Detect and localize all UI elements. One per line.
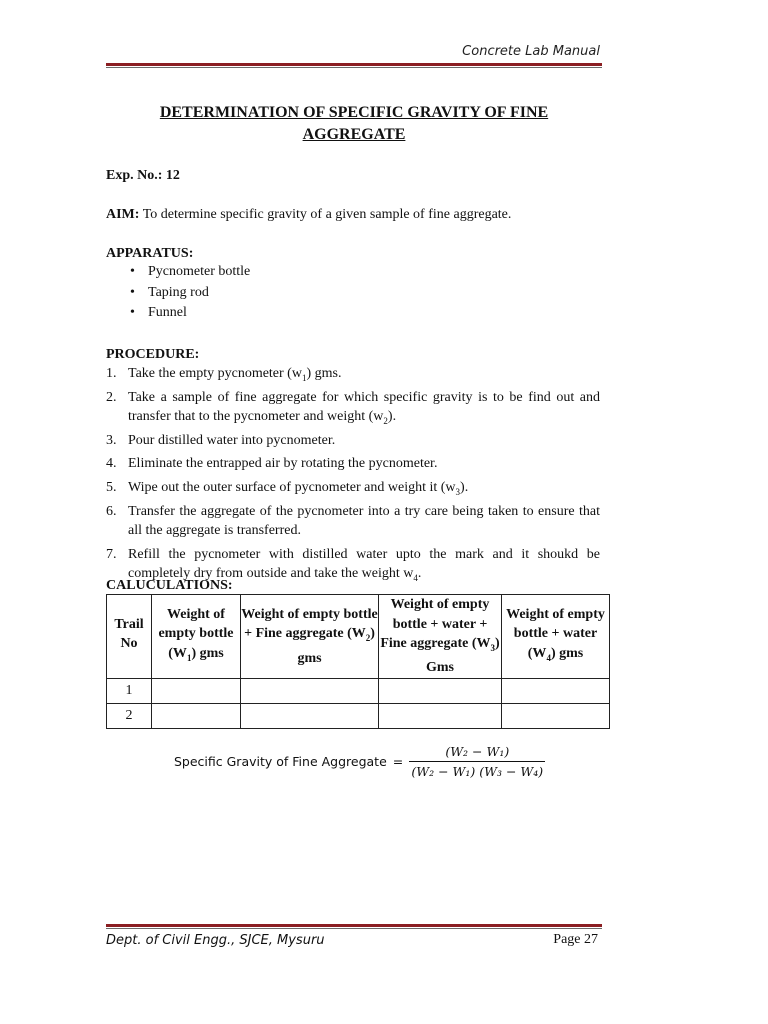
apparatus-list <box>128 262 250 324</box>
header-text-end: ) gms <box>297 626 375 666</box>
step-number: 6. <box>106 503 117 519</box>
aim <box>106 205 511 224</box>
header-text: Weight of empty bottle + Fine aggregate (W <box>241 606 378 642</box>
step-number: 3. <box>106 432 117 448</box>
step-number: 4. <box>106 456 117 472</box>
exp-value: 12 <box>165 168 180 183</box>
procedure-list <box>106 364 600 588</box>
header-rule-thin <box>106 67 602 68</box>
aim-label: AIM: <box>106 207 140 222</box>
apparatus-item: • Taping rod <box>128 283 250 304</box>
table-header-cell <box>152 595 241 679</box>
procedure-heading: PROCEDURE: <box>106 347 200 362</box>
table-header-row <box>107 595 610 679</box>
header-subscript: 1 <box>186 652 192 663</box>
step-text: Transfer the aggregate of the pycnometer into a try care being taken to ensure that all the aggregate is transferred. <box>128 503 600 538</box>
header-text: Weight of empty bottle + water + Fine aggregate (W <box>380 597 491 651</box>
procedure-step <box>106 388 600 431</box>
fraction-bar <box>409 761 545 762</box>
exp-number <box>106 166 180 185</box>
step-text: Take a sample of fine aggregate for which specific gravity is to be find out and transfer that to the pycnometer and weight (w <box>128 389 600 424</box>
title-line-1: DETERMINATION OF SPECIFIC GRAVITY OF FINE <box>159 104 549 121</box>
page-title <box>106 102 602 146</box>
title-line-2: AGGREGATE <box>302 126 406 143</box>
header-text: Weight of empty bottle (W <box>158 606 234 661</box>
table-row <box>107 678 610 703</box>
aim-text: To determine specific gravity of a given sample of fine aggregate. <box>142 207 512 222</box>
header-text-end: ) Gms <box>426 636 500 676</box>
formula-numerator: (W₂ − W₁) <box>445 744 510 759</box>
table-cell: 1 <box>107 678 152 703</box>
step-text: Eliminate the entrapped air by rotating the pycnometer. <box>128 456 438 472</box>
manual-title: Concrete Lab Manual <box>462 44 600 59</box>
step-subscript: 4 <box>413 572 418 583</box>
header-subscript: 4 <box>546 652 551 663</box>
step-subscript: 1 <box>301 372 307 383</box>
procedure-step <box>106 364 600 388</box>
step-number: 5. <box>106 480 117 496</box>
exp-label: Exp. No.: <box>106 168 163 183</box>
footer-rule <box>106 924 602 927</box>
table-cell: 2 <box>107 703 152 728</box>
calculations-table <box>106 594 610 729</box>
header-subscript: 3 <box>490 642 495 653</box>
table-header-cell <box>502 595 610 679</box>
step-number: 2. <box>106 389 117 405</box>
table-cell <box>152 678 241 703</box>
table-cell <box>241 703 379 728</box>
step-subscript: 2 <box>383 415 388 426</box>
formula-equals: = <box>392 754 404 769</box>
page-number: Page 27 <box>553 932 598 947</box>
procedure-step <box>106 502 600 545</box>
formula-denominator: (W₂ − W₁) (W₃ − W₄) <box>411 764 544 779</box>
step-text: Wipe out the outer surface of pycnometer and weight it (w <box>128 480 456 496</box>
table-cell <box>379 703 502 728</box>
header-subscript: 2 <box>365 633 371 644</box>
table-cell <box>241 678 379 703</box>
table-row <box>107 703 610 728</box>
header-text-end: ) gms <box>550 645 584 661</box>
step-text: Take the empty pycnometer (w <box>128 366 302 381</box>
apparatus-item: • Funnel <box>128 303 250 324</box>
apparatus-item: • Pycnometer bottle <box>128 262 250 283</box>
footer-rule-thin <box>106 928 602 929</box>
header-text: Weight of empty bottle + water (W <box>506 606 605 661</box>
formula <box>174 744 545 779</box>
step-subscript: 3 <box>455 486 461 497</box>
step-number: 1. <box>106 366 117 381</box>
procedure-step <box>106 431 600 455</box>
header-text: Trail No <box>114 616 144 651</box>
procedure-step <box>106 478 600 502</box>
table-cell <box>152 703 241 728</box>
apparatus-heading: APPARATUS: <box>106 246 194 261</box>
table-cell <box>502 703 610 728</box>
table-cell <box>502 678 610 703</box>
calculations-heading: CALUCULATIONS: <box>106 578 233 593</box>
step-text: Refill the pycnometer with distilled water upto the mark and it shoukd be completely dry from outside and take the weight w <box>128 546 600 581</box>
step-text: Pour distilled water into pycnometer. <box>128 432 336 448</box>
header-rule <box>106 63 602 66</box>
step-text-end: . <box>417 565 422 581</box>
step-text-end: ) gms. <box>306 366 342 381</box>
table-body <box>107 678 610 728</box>
table-header-cell <box>107 595 152 679</box>
footer-dept: Dept. of Civil Engg., SJCE, Mysuru <box>106 933 325 948</box>
step-number: 7. <box>106 546 117 562</box>
table-header-cell <box>241 595 379 679</box>
header-text-end: ) gms <box>191 645 224 661</box>
table-cell <box>379 678 502 703</box>
step-text-end: ). <box>387 408 397 424</box>
step-text-end: ). <box>460 480 469 496</box>
formula-fraction <box>409 744 545 779</box>
table-header-cell <box>379 595 502 679</box>
procedure-step <box>106 454 600 478</box>
formula-label: Specific Gravity of Fine Aggregate <box>174 754 387 769</box>
